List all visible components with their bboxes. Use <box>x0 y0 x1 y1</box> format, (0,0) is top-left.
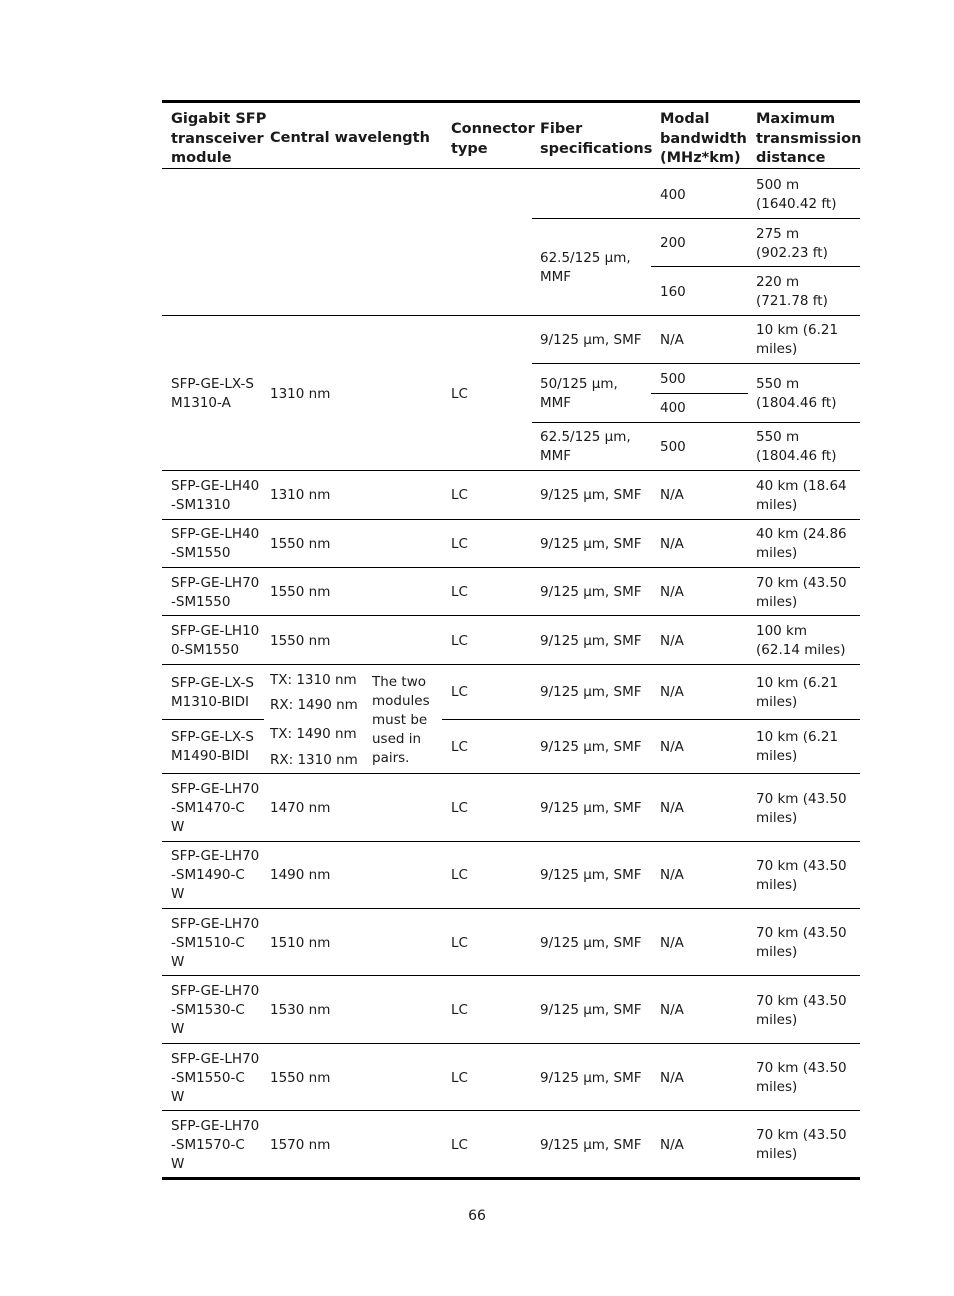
row-lh40-1550-wavelength: 1550 nm <box>270 536 331 552</box>
row-lh40-1310-module: SFP-GE-LH40 -SM1310 <box>171 478 260 513</box>
row-lh70-1550-connector: LC <box>451 584 468 600</box>
cwdm-1510-connector: LC <box>451 935 468 951</box>
cwdm-1550-fiber: 9/125 μm, SMF <box>540 1070 642 1086</box>
bidi-1490-fiber: 9/125 μm, SMF <box>540 739 642 755</box>
cwdm-1530-fiber: 9/125 μm, SMF <box>540 1002 642 1018</box>
row-lh70-1550-distance: 70 km (43.50 miles) <box>756 575 847 610</box>
page-number: 66 <box>468 1208 486 1224</box>
row-lh70-1550-wavelength: 1550 nm <box>270 584 331 600</box>
cwdm-1570-fiber: 9/125 μm, SMF <box>540 1137 642 1153</box>
cont-r3-distance: 220 m (721.78 ft) <box>756 274 828 309</box>
row-divider <box>651 393 748 394</box>
cwdm-1470-bandwidth: N/A <box>660 800 684 816</box>
row-lh40-1310-fiber: 9/125 μm, SMF <box>540 487 642 503</box>
cwdm-1490-fiber: 9/125 μm, SMF <box>540 867 642 883</box>
lxs-a-fiber: 9/125 μm, SMF <box>540 332 642 348</box>
cwdm-1530-module: SFP-GE-LH70 -SM1530-C W <box>171 983 260 1037</box>
row-divider <box>532 218 860 219</box>
row-lh100-1550-module: SFP-GE-LH10 0-SM1550 <box>171 623 260 658</box>
header-bandwidth: Modal bandwidth (MHz*km) <box>660 111 747 166</box>
row-divider <box>162 470 860 471</box>
row-divider <box>442 719 860 720</box>
cwdm-1550-distance: 70 km (43.50 miles) <box>756 1060 847 1095</box>
row-divider <box>162 908 860 909</box>
row-divider <box>162 664 860 665</box>
lxs-c-bandwidth: 500 <box>660 439 686 455</box>
cont-r1-distance: 500 m (1640.42 ft) <box>756 177 837 212</box>
row-divider <box>162 1110 860 1111</box>
row-lh70-1550-fiber: 9/125 μm, SMF <box>540 584 642 600</box>
lxs-b-bandwidth-2: 400 <box>660 400 686 416</box>
cwdm-1570-wavelength: 1570 nm <box>270 1137 331 1153</box>
lxs-b-bandwidth-1: 500 <box>660 371 686 387</box>
row-lh70-1550-bandwidth: N/A <box>660 584 684 600</box>
bidi-1310-connector: LC <box>451 684 468 700</box>
lxs-module: SFP-GE-LX-S M1310-A <box>171 376 254 411</box>
row-lh40-1310-connector: LC <box>451 487 468 503</box>
cont-r1-bandwidth: 400 <box>660 187 686 203</box>
cwdm-1490-module: SFP-GE-LH70 -SM1490-C W <box>171 848 260 902</box>
cwdm-1470-distance: 70 km (43.50 miles) <box>756 791 847 826</box>
lxs-a-bandwidth: N/A <box>660 332 684 348</box>
row-lh100-1550-bandwidth: N/A <box>660 633 684 649</box>
cwdm-1550-wavelength: 1550 nm <box>270 1070 331 1086</box>
lxs-b-distance: 550 m (1804.46 ft) <box>756 376 837 411</box>
row-lh70-1550-module: SFP-GE-LH70 -SM1550 <box>171 575 260 610</box>
cwdm-1470-fiber: 9/125 μm, SMF <box>540 800 642 816</box>
cwdm-1570-distance: 70 km (43.50 miles) <box>756 1127 847 1162</box>
row-lh100-1550-fiber: 9/125 μm, SMF <box>540 633 642 649</box>
cwdm-1510-module: SFP-GE-LH70 -SM1510-C W <box>171 916 260 970</box>
cwdm-1570-connector: LC <box>451 1137 468 1153</box>
row-divider <box>532 422 860 423</box>
bidi-1310-distance: 10 km (6.21 miles) <box>756 675 839 710</box>
cont-r3-bandwidth: 160 <box>660 284 686 300</box>
lxs-c-distance: 550 m (1804.46 ft) <box>756 429 837 464</box>
cont-fiber: 62.5/125 μm, MMF <box>540 250 631 285</box>
cwdm-1490-connector: LC <box>451 867 468 883</box>
row-divider <box>162 519 860 520</box>
row-lh40-1550-module: SFP-GE-LH40 -SM1550 <box>171 526 260 561</box>
cwdm-1490-bandwidth: N/A <box>660 867 684 883</box>
lxs-b-fiber: 50/125 μm, MMF <box>540 376 618 411</box>
cwdm-1470-module: SFP-GE-LH70 -SM1470-C W <box>171 781 260 835</box>
row-divider <box>162 615 860 616</box>
header-fiber: Fiber specifications <box>540 121 653 157</box>
row-divider <box>162 975 860 976</box>
row-divider <box>162 567 860 568</box>
row-lh40-1550-distance: 40 km (24.86 miles) <box>756 526 847 561</box>
row-lh40-1310-wavelength: 1310 nm <box>270 487 331 503</box>
cwdm-1570-module: SFP-GE-LH70 -SM1570-C W <box>171 1118 260 1172</box>
table-bottom-rule <box>162 1177 860 1180</box>
cwdm-1550-connector: LC <box>451 1070 468 1086</box>
row-lh40-1310-distance: 40 km (18.64 miles) <box>756 478 847 513</box>
row-lh40-1550-connector: LC <box>451 536 468 552</box>
cont-r2-distance: 275 m (902.23 ft) <box>756 226 828 261</box>
bidi-1490-distance: 10 km (6.21 miles) <box>756 729 839 764</box>
bidi-note: The two modules must be used in pairs. <box>372 674 430 766</box>
bidi-1310-bandwidth: N/A <box>660 684 684 700</box>
cont-r2-bandwidth: 200 <box>660 235 686 251</box>
header-module: Gigabit SFP transceiver module <box>171 111 267 166</box>
row-lh40-1550-fiber: 9/125 μm, SMF <box>540 536 642 552</box>
lxs-wavelength: 1310 nm <box>270 386 331 402</box>
cwdm-1550-bandwidth: N/A <box>660 1070 684 1086</box>
header-connector: Connector type <box>451 121 535 157</box>
row-lh40-1550-bandwidth: N/A <box>660 536 684 552</box>
row-lh100-1550-distance: 100 km (62.14 miles) <box>756 623 846 658</box>
cwdm-1530-distance: 70 km (43.50 miles) <box>756 993 847 1028</box>
cwdm-1470-connector: LC <box>451 800 468 816</box>
cwdm-1550-module: SFP-GE-LH70 -SM1550-C W <box>171 1051 260 1105</box>
cwdm-1510-distance: 70 km (43.50 miles) <box>756 925 847 960</box>
header-wavelength: Central wavelength <box>270 130 430 146</box>
bidi-1310-tx: TX: 1310 nm <box>270 672 357 688</box>
bidi-1310-module: SFP-GE-LX-S M1310-BIDI <box>171 675 254 710</box>
bidi-1490-bandwidth: N/A <box>660 739 684 755</box>
bidi-1310-rx: RX: 1490 nm <box>270 697 358 713</box>
row-lh100-1550-wavelength: 1550 nm <box>270 633 331 649</box>
table-top-rule <box>162 100 860 103</box>
cwdm-1510-wavelength: 1510 nm <box>270 935 331 951</box>
cwdm-1470-wavelength: 1470 nm <box>270 800 331 816</box>
bidi-1490-connector: LC <box>451 739 468 755</box>
bidi-1490-tx: TX: 1490 nm <box>270 726 357 742</box>
cwdm-1530-connector: LC <box>451 1002 468 1018</box>
cwdm-1570-bandwidth: N/A <box>660 1137 684 1153</box>
row-divider <box>651 266 860 267</box>
row-divider <box>162 719 264 720</box>
lxs-a-distance: 10 km (6.21 miles) <box>756 322 839 357</box>
cwdm-1530-bandwidth: N/A <box>660 1002 684 1018</box>
row-lh100-1550-connector: LC <box>451 633 468 649</box>
row-divider <box>162 315 860 316</box>
row-divider <box>532 363 860 364</box>
cwdm-1510-bandwidth: N/A <box>660 935 684 951</box>
row-divider <box>162 773 860 774</box>
lxs-c-fiber: 62.5/125 μm, MMF <box>540 429 631 464</box>
cwdm-1510-fiber: 9/125 μm, SMF <box>540 935 642 951</box>
cwdm-1490-wavelength: 1490 nm <box>270 867 331 883</box>
row-divider <box>162 1043 860 1044</box>
row-lh40-1310-bandwidth: N/A <box>660 487 684 503</box>
bidi-1490-module: SFP-GE-LX-S M1490-BIDI <box>171 729 254 764</box>
lxs-connector: LC <box>451 386 468 402</box>
header-distance: Maximum transmission distance <box>756 111 862 166</box>
cwdm-1490-distance: 70 km (43.50 miles) <box>756 858 847 893</box>
cwdm-1530-wavelength: 1530 nm <box>270 1002 331 1018</box>
bidi-1310-fiber: 9/125 μm, SMF <box>540 684 642 700</box>
row-divider <box>162 841 860 842</box>
bidi-1490-rx: RX: 1310 nm <box>270 752 358 768</box>
